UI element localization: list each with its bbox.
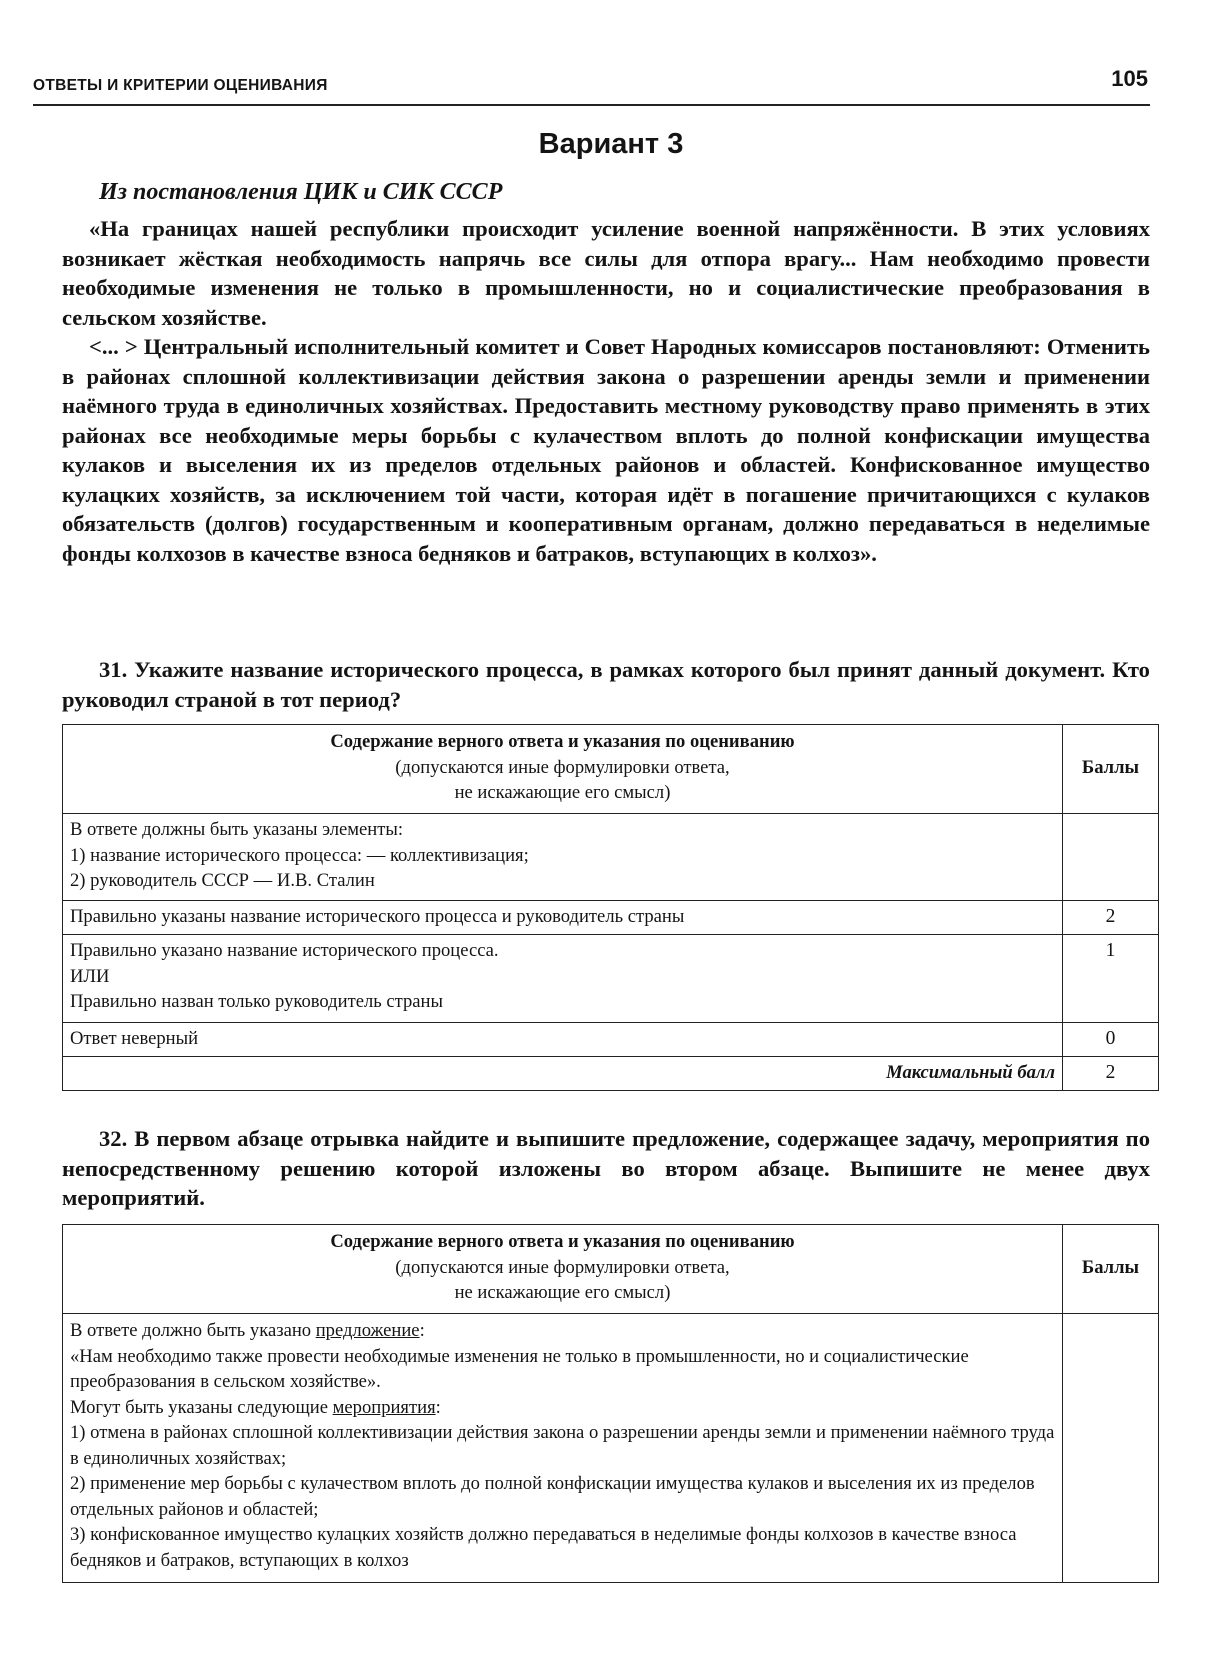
answer-intro-keyword: предложение (315, 1320, 420, 1341)
running-title: ОТВЕТЫ И КРИТЕРИИ ОЦЕНИВАНИЯ (33, 77, 328, 94)
points-header: Баллы (1063, 725, 1159, 814)
criterion-1-line-1: Правильно указано название исторического процесса. (70, 940, 499, 961)
criterion-2-text: Правильно указаны название исторического процесса и руководитель страны (63, 901, 1063, 935)
answer-content-cell (63, 1314, 1063, 1583)
content-header (63, 725, 1063, 814)
answer-intro-suffix: : (419, 1320, 425, 1341)
criterion-1-or: ИЛИ (70, 965, 110, 987)
question-32-text: В первом абзаце отрывка найдите и выпишите предложение, содержащее задачу, мероприятия по непосредственному решению которой изложены во втором абзаце. Выпишите не менее двух мероприятий. (62, 1126, 1150, 1210)
answer-element-2: 2) руководитель СССР — И.В. Сталин (70, 870, 375, 891)
measures-intro-prefix: Могут быть указаны следующие (70, 1396, 333, 1418)
criterion-1-line-2: Правильно назван только руководитель страны (70, 991, 443, 1012)
question-31-number: 31. (99, 657, 128, 682)
source-paragraph-1: «На границах нашей республики происходит усиление военной напряжённости. В этих условиях возникает жёсткая необходимость напрячь все силы для отпора врагу... Нам необходимо провести необходимые изменения не только в промышленности, но и социалистические преобразования в сельском хозяйстве. (62, 216, 1150, 330)
table-row (63, 935, 1159, 1023)
page-header (33, 64, 1150, 106)
measures-intro-keyword: мероприятия (332, 1396, 436, 1418)
criterion-2-points: 2 (1063, 901, 1159, 935)
question-31-text: Укажите название исторического процесса, в рамках которого был принят данный документ. Кто руководил страной в тот период? (62, 657, 1150, 712)
page-number: 105 (1111, 66, 1148, 91)
criterion-1-cell (63, 935, 1063, 1023)
points-cell-empty (1063, 1314, 1159, 1583)
answer-elements-cell (63, 814, 1063, 901)
max-score-label: Максимальный балл (63, 1057, 1063, 1091)
table-row (63, 1314, 1159, 1583)
criterion-0-text: Ответ неверный (63, 1023, 1063, 1057)
question-32 (62, 1124, 1150, 1213)
source-paragraph-2: <... > Центральный исполнительный комитет и Совет Народных комиссаров постановляют: Отменить в районах сплошной коллективизации действия закона о разрешении аренды земли и применении наёмного труда в единоличных хозяйствах. Предоставить местному руководству право применять в этих районах все необходимые меры борьбы с кулачеством вплоть до полной конфискации имущества кулаков и выселения их из пределов отдельных районов и областей. Конфискованное имущество кулацких хозяйств, за исключением той части, которая идёт в погашение причитающихся с кулаков обязательств (долгов) государственным и кооперативным органам, должно передаваться в неделимые фонды колхозов в качестве взноса бедняков и батраков, вступающих в колхоз». (62, 334, 1150, 566)
table-header-row (63, 1225, 1159, 1314)
grading-table-31 (62, 724, 1159, 1091)
content-header-note-1: (допускаются иные формулировки ответа, (395, 1256, 730, 1278)
max-score-points: 2 (1063, 1057, 1159, 1091)
content-header-note-1: (допускаются иные формулировки ответа, (395, 756, 730, 778)
source-excerpt (62, 214, 1150, 568)
source-title: Из постановления ЦИК и СИК СССР (99, 179, 503, 205)
table-row (63, 814, 1159, 901)
answer-sentence: «Нам необходимо также провести необходимые изменения не только в промышленности, но и социалистические преобразования в сельском хозяйстве». (70, 1345, 969, 1392)
answer-element-1: 1) название исторического процесса: — коллективизация; (70, 844, 529, 866)
criterion-0-points: 0 (1063, 1023, 1159, 1057)
answer-elements-intro: В ответе должны быть указаны элементы: (70, 819, 404, 840)
table-row (63, 1023, 1159, 1057)
grading-table-32 (62, 1224, 1159, 1583)
measure-3: 3) конфискованное имущество кулацких хозяйств должно передаваться в неделимые фонды колхозов в качестве взноса бедняков и батраков, вступающих в колхоз (70, 1524, 1017, 1571)
criterion-1-points: 1 (1063, 935, 1159, 1023)
question-31 (62, 655, 1150, 714)
content-header-note-2: не искажающие его смысл) (454, 782, 671, 803)
content-header-note-2: не искажающие его смысл) (454, 1282, 671, 1303)
content-header-title: Содержание верного ответа и указания по оцениванию (330, 731, 795, 752)
content-header (63, 1225, 1063, 1314)
measure-2: 2) применение мер борьбы с кулачеством вплоть до полной конфискации имущества кулаков и выселения их из пределов отдельных районов и областей; (70, 1473, 1035, 1520)
table-header-row (63, 725, 1159, 814)
measures-intro (70, 1395, 1055, 1421)
measures-intro-suffix: : (435, 1396, 441, 1418)
points-cell-empty (1063, 814, 1159, 901)
table-row (63, 1057, 1159, 1091)
answer-intro (70, 1318, 1055, 1344)
measure-1: 1) отмена в районах сплошной коллективизации действия закона о разрешении аренды земли и применении наёмного труда в единоличных хозяйствах; (70, 1422, 1055, 1469)
table-row (63, 901, 1159, 935)
variant-title: Вариант 3 (538, 128, 684, 160)
answer-intro-prefix: В ответе должно быть указано (70, 1320, 316, 1341)
question-32-number: 32. (99, 1126, 128, 1151)
content-header-title: Содержание верного ответа и указания по оцениванию (330, 1231, 795, 1252)
points-header: Баллы (1063, 1225, 1159, 1314)
